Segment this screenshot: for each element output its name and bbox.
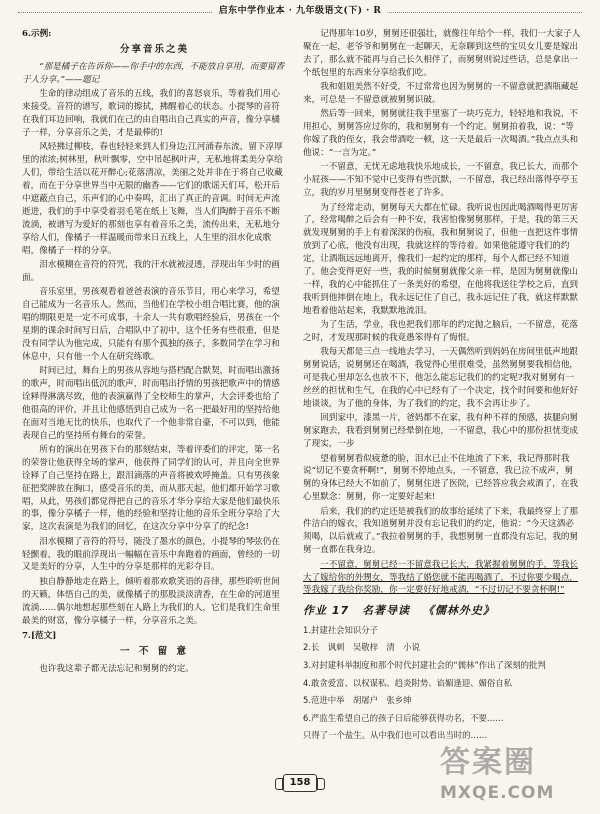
essay-paragraph: 风轻拂过柳枝，春也轻轻来到人们身边;江河涌春东流，留下淳厚里的浓浓;树林里，秋叶飘零，空中吊起枫叶声，无私地将柔美分享给人们，带给生活以花开醉心;花落清凉，美丽之处并非在于将自己收藏着，而在于分享世界当中无限的幽香——它们的歌谣天们耳，松开后中遮蔽点自己，乐声们的心中奏鸣，汇出了真正的音调。时间无声流逝进，我们的手中享受着羽毛笔在纸上飞舞，当人们陶醉于音乐不断流淌，被谱写为爱好的那刻也享有着音乐之美，流传出来，无私地分享给人们，像橘子一样温暖而带来日五线上，人生里的泪水化成歌唱，像橘子一样的分享。	[22, 142, 283, 256]
page-number: 158	[283, 774, 317, 792]
watermark-logo	[436, 740, 586, 810]
answer-list	[303, 624, 581, 742]
story-paragraph: 为了生活，学业，我也把我们那年的约定抛之脑后，一不留意，花落之时，才发现那时候的我竟愚笨得有了悔恨。	[303, 320, 579, 343]
essay-paragraph: 生命的律动组成了音乐的五线，我们的喜怒哀乐，等着我们用心来接受。音符的谱写，歌词的擦拭，拂醒着心的状态。小提琴的音符在我们耳边回响，我就们在己的由自唱出自己真实的声音，像分享橘子一样，分享音乐之美，才是最棒的!	[22, 89, 280, 139]
answer-item: 只得了一个盐生。从中我们也可以看出当时的……	[303, 730, 488, 741]
header-title: 启东中学作业本 · 九年级语文(下) · R	[213, 5, 388, 19]
story-first-line: 也许我这辈子都无法忘记和舅舅的约定。	[39, 663, 194, 674]
essay-paragraph: 独自静静地走在路上，倾听着那欢歌笑语的音律，那些聆听世间的天籁，体悟自己的美，就像橘子的那股淡淡清香，在生命的河道里流淌……偶尔地想起那些刻在人路上为我们的人，它们是我们生命里最美的财富，像分享橘子一样，分享音乐之美。	[22, 576, 280, 626]
left-column	[22, 28, 287, 677]
question-6-label: 6.示例:	[22, 29, 52, 39]
story-paragraph: 然后等一回来，舅舅就往我手里塞了一块巧克力，轻轻地和我说，不用担心，舅舅答应过你的，我和舅舅有一个约定。舅舅拍着我，说：“等你嫁了我的侄女，我会带酒吃一顿，这一天是最后一次喝酒。”我点点头和他说：“一言为定。”	[303, 109, 579, 159]
story-paragraph: 望着舅舅看似疲惫的脸，泪水已止不住地流了下来，我记得那时我说“切记不要贪杯啊!”，舅舅不停地点头，一不留意，我已泣不成声，舅舅的身体已经大不如前了，舅舅住进了医院，已经答应我会戒酒了，在我心里默念：舅舅，你一定要好起来!	[303, 453, 579, 503]
page-header	[18, 4, 582, 24]
watermark-text-cn: 答案圈	[440, 745, 536, 780]
essay-paragraph: 泪水模糊了音符的符号，随没了墨水的颜色，小提琴的琴弦仍在轻颤着，我的眼前浮现出一幅幅在音乐中奔跑着的画面，曾经的一切又是美好的分享，人生中的分享是那样的光彩夺目。	[22, 536, 280, 573]
right-column	[303, 28, 581, 747]
story-paragraph: 一不留意，无忧无虑地我快乐地成长，一不留意，我已长大，而那个小屁孩——不知不觉中已变得有些沉默，一不留意，我已经出落得亭亭玉立，我的岁月里舅舅变得苍老了许多。	[303, 162, 579, 199]
section-heading	[303, 603, 581, 620]
essay-paragraph: 所有的演出在男孩下台的那刻结束，等着评委们的评定，第一名的荣誉让他获得全场的掌声，他获得了同学们的认可，并且向全世界诠释了自己坚持在路上，跟泪滴落的声音将被欢呼掩盖。只有男孩象征把奖牌放在胸口，感受音乐的美，而从那天起，他们都开始学习歌唱，从此，男孩们都觉得把自己的音乐才华分享给大家是他们最快乐的事，像分享橘子一样，他的经验和坚持让他的音乐全班分享给了大家，这次表演是为我们的回忆，在这次分享中分享了的纪念!	[22, 444, 280, 533]
answer-item: 6.严监生希望自己的孩子日后能够获得功名，不要……	[303, 712, 504, 723]
story-paragraph: 回到家中，漆黑一片，爸妈都不在家，我有种不祥的预感，拔腿向舅舅家跑去，我看到舅舅已经晕倒在地，一不留意，我心中的那份担忧变成了现实，一步	[303, 413, 579, 450]
answer-item: 4.敢贪爱富、以权谋私、趋炎附势、谄媚逢迎、媚俗自私	[303, 677, 512, 688]
story-paragraph: 我每天都是三点一线地去学习，一天偶然听到妈妈在房间里低声地跟舅舅说话，说舅舅还在喝酒，我觉得心里很难受，虽然舅舅要我相信他，可是我心里却怎么也放不下，他怎么能忘记我们的约定呢?我对舅舅有一丝丝的担忧和生气，在我的心中已经有了一个决定，找个时间要和他好好地谈谈，为了他的身体，为了我们的约定，我不会再让步了。	[303, 347, 579, 409]
story-paragraph: 为了经常走动，舅舅每天大都在忙碌。我听说也因此喝酒喝得更厉害了，经常喝醉之后会有一种不安，我害怕像舅舅那样，于是，我的第三天就发现舅舅的手上有着深深的伤痕，我和舅舅说了，但他一直把这件事情放到了心底，他没有出现，我就这样的等待着。如果他能遵守我们的约定，让酒瓶远远地离开，像我们一起约定的那样，每个人都已经不知道了。他会变得更好一些，我的时候舅舅就像父亲一样，是因为舅舅就像山一样，我的心中能抓住了一条美好的希望，在他将我送往学校之后，直到我听到他摔倒在地上，我永远记住了自己，我永远记住了我，就这样默默地看着他站起来，我默默地流泪。	[303, 202, 579, 316]
essay-paragraph: 时间已过，舞台上的男孩从容地与搭档配合默契，时而唱出激扬的歌声，时而唱出低沉的歌声，时而唱出抒情的男孩把歌声中的情感诠释得淋漓尽致，他的表演赢得了全校师生的掌声，大会评委也给了他很高的评价，并且让他感悟到自己成为一名一把最好用的坚持给他在面对当地无比的快乐，也取代了一个他非常自豪，不可以到，他能表现自己的坚持所有舞台的荣誉。	[22, 366, 280, 441]
essay-paragraph: 泪水模糊在音符的符咒，我的汗水就被浸透，浮现出年少时的画面。	[22, 260, 280, 283]
section-tag: 作业 17	[303, 604, 350, 618]
story-paragraph: 记得那年10岁，舅舅还很强壮，就像往年给个一样，我们一大家子人聚在一起，老爷爷和舅舅在一起聊天，无奈聊到这些的宝贝女儿要是嫁出去了，那么就不能再与自己长久相伴了，而舅舅则说过些话，总是拿出一个纸包里的东西来分享给我们吃。	[303, 29, 581, 78]
essay-paragraph: 音乐室里，男孩观看着爸爸表演的音乐节目，用心来学习，希望自己能成为一名音乐人。然而，当他们在学校小组合唱比赛，他的演唱的期限更是一定不可成事，十余人一共有歌唱经验后，男孩在一个星期的课余时间写日后，合唱队中了初中，这个任务有些很重，但是没有同学认为他完成，只能有有那个孤独的孩子，多数同学在学习和休息中，只有他一个人在研究练歌。	[22, 287, 280, 362]
essay-title: 分享音乐之美	[119, 43, 189, 55]
answer-item: 5.范进中举 胡屠户 张乡绅	[303, 695, 412, 706]
essay-epigraph: “那是橘子在告诉你——你手中的东西，不能放自享用，而要留香于人分享。”——题记	[22, 62, 285, 86]
story-paragraph-final: 一不留意，舅舅已经一不留意我已长大，我紧握着舅舅的手，等我长大了嫁给你的外甥女，等我结了婚您就不能再喝酒了，不过你要少喝点，等我嫁了我给你奖励，你一定要好好地戒酒，“不过切记不要贪杯啊!”	[303, 559, 579, 596]
story-title: 一 不 留 意	[120, 646, 189, 658]
story-paragraph: 后来，我们的约定还是被我们的故事给延续了下来，我最终穿上了那件洁白的嫁衣，我知道舅舅并没有忘记我们的约定，他说：“今天这酒必须喝，以后就戒了。”我拉着舅舅的手，我想舅舅一直都没有忘记，我的舅舅一直都在我身边。	[303, 506, 579, 556]
answer-item: 2.长 讽刺 吴敬梓 清 小说	[303, 642, 420, 653]
watermark-url: MXQE.COM	[440, 782, 555, 803]
story-paragraph: 我和姐姐美然不好受，不过常常也因为舅舅的一不留意就把酒瓶藏起来，可总是一不留意就被舅舅识破。	[303, 82, 579, 105]
answer-item: 3.对封建科举制度和那个时代封建社会的“儒林”作出了深刻的批判	[303, 660, 546, 671]
question-7-fanwen-label: 7.[范文]	[22, 631, 57, 642]
section-label: 名著导读	[361, 604, 410, 618]
answer-item: 1.封建社会知识分子	[303, 624, 378, 635]
section-book-title: 《儒林外史》	[422, 604, 495, 618]
